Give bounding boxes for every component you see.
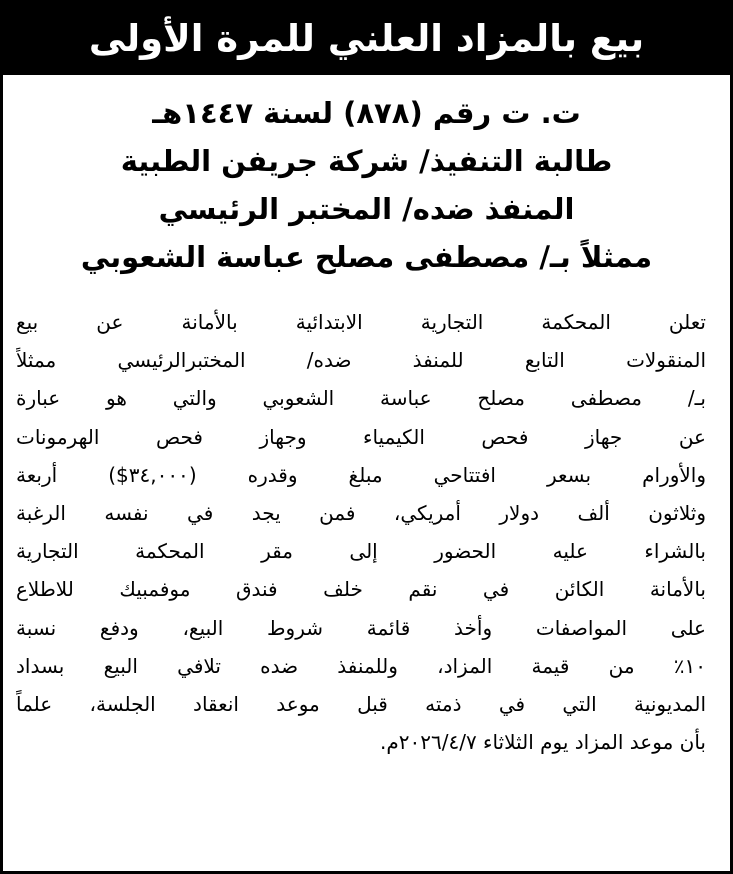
notice-body-line: تعلن المحكمة التجارية الابتدائية بالأمانة عن بيع: [16, 310, 706, 334]
executing-party: طالبة التنفيذ/ شركة جريفن الطبية: [120, 144, 613, 178]
notice-body-line: بالأمانة الكائن في نقم خلف فندق موفمبيك للاطلاع: [16, 577, 706, 602]
notice-body-line: ١٠٪ من قيمة المزاد، وللمنفذ ضده تلافي البيع بسداد: [16, 653, 706, 678]
notice-body: [16, 303, 706, 761]
notice-title: بيع بالمزاد العلني للمرة الأولى: [88, 17, 645, 60]
party-representative: ممثلاً بـ/ مصطفى مصلح عباسة الشعوبي: [80, 240, 653, 274]
notice-body-line: المنقولات التابع للمنفذ ضده/ المختبرالرئيسي ممثلاً: [16, 348, 706, 373]
notice-body-line: وثلاثون ألف دولار أمريكي، فمن يجد في نفسه الرغبة: [16, 500, 706, 525]
notice-body-line: عن جهاز فحص الكيمياء وجهاز فحص الهرمونات: [16, 424, 706, 449]
case-headings: [3, 89, 730, 281]
notice-title-banner: [3, 3, 730, 75]
notice-body-line: بالشراء عليه الحضور إلى مقر المحكمة التجارية: [16, 539, 706, 564]
auction-date-line: بأن موعد المزاد يوم الثلاثاء ٢٠٢٦/٤/٧م.: [380, 730, 706, 755]
case-number: ت. ت رقم (٨٧٨) لسنة ١٤٤٧هـ: [152, 96, 581, 130]
notice-body-line: والأورام بسعر افتتاحي مبلغ وقدره (٣٤,٠٠٠$) أربعة: [16, 462, 706, 487]
notice-body-line: على المواصفات وأخذ قائمة شروط البيع، ودفع نسبة: [16, 615, 706, 640]
notice-body-line: المديونية التي في ذمته قبل موعد انعقاد الجلسة، علماً: [16, 691, 706, 716]
executed-against-party: المنفذ ضده/ المختبر الرئيسي: [158, 192, 575, 226]
notice-body-line: بـ/ مصطفى مصلح عباسة الشعوبي والتي هو عبارة: [16, 386, 706, 411]
